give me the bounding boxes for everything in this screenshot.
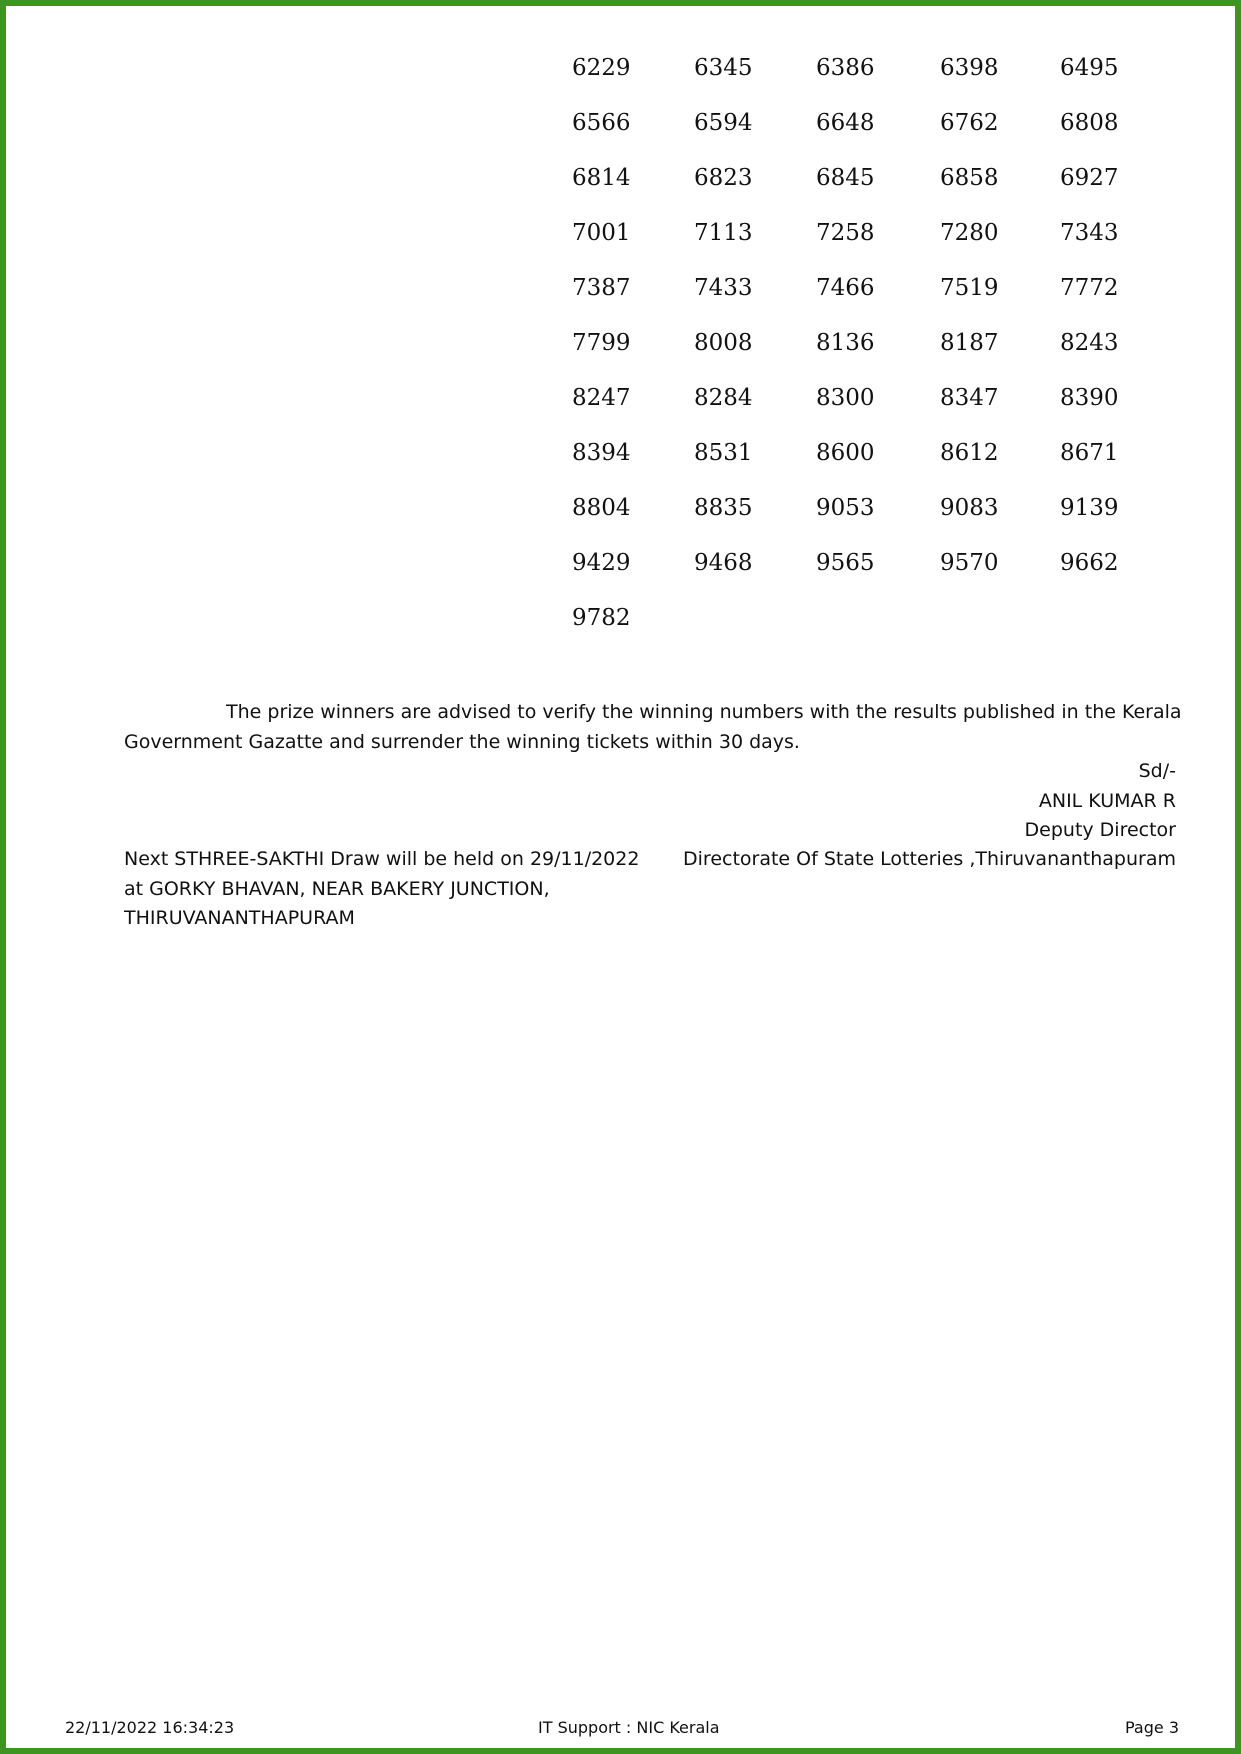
winning-number: 6386 — [816, 55, 875, 81]
number-row — [572, 273, 1132, 328]
number-row — [572, 53, 1132, 108]
winning-number: 6814 — [572, 165, 631, 191]
number-row — [572, 108, 1132, 163]
advisory-paragraph — [124, 698, 1184, 757]
footer-support: IT Support : NIC Kerala — [538, 1718, 720, 1737]
footer-page-number: Page 3 — [1125, 1718, 1179, 1737]
winning-number: 9139 — [1060, 495, 1119, 521]
winning-number: 7001 — [572, 220, 631, 246]
number-row — [572, 493, 1132, 548]
winning-number: 7433 — [694, 275, 753, 301]
winning-number: 8804 — [572, 495, 631, 521]
signatory-designation: Deputy Director — [1024, 819, 1176, 841]
directorate-office: Directorate Of State Lotteries ,Thiruvananthapuram — [683, 848, 1176, 870]
number-row — [572, 383, 1132, 438]
winning-number: 8136 — [816, 330, 875, 356]
number-row — [572, 218, 1132, 273]
winning-number: 6648 — [816, 110, 875, 136]
winning-number: 9429 — [572, 550, 631, 576]
winning-number: 6345 — [694, 55, 753, 81]
footer-timestamp: 22/11/2022 16:34:23 — [65, 1718, 235, 1737]
winning-number: 7466 — [816, 275, 875, 301]
number-row — [572, 328, 1132, 383]
winning-number: 9468 — [694, 550, 753, 576]
advisory-text: The prize winners are advised to verify the winning numbers with the results published in the Kerala Government Gazatte and surrender the winning tickets within 30 days. — [124, 701, 1182, 753]
winning-number: 8243 — [1060, 330, 1119, 356]
winning-number: 8531 — [694, 440, 753, 466]
winning-number: 6845 — [816, 165, 875, 191]
winning-number: 8300 — [816, 385, 875, 411]
winning-number: 6808 — [1060, 110, 1119, 136]
winning-number: 9782 — [572, 605, 631, 631]
winning-number: 8835 — [694, 495, 753, 521]
winning-number: 7519 — [940, 275, 999, 301]
winning-number: 8671 — [1060, 440, 1119, 466]
winning-number: 9565 — [816, 550, 875, 576]
winning-numbers-grid — [572, 53, 1132, 658]
winning-number: 7280 — [940, 220, 999, 246]
winning-number: 7258 — [816, 220, 875, 246]
winning-number: 6927 — [1060, 165, 1119, 191]
winning-number: 8247 — [572, 385, 631, 411]
winning-number: 8612 — [940, 440, 999, 466]
next-draw-line-1: Next STHREE-SAKTHI Draw will be held on 29/11/2022 — [124, 848, 640, 870]
winning-number: 8394 — [572, 440, 631, 466]
winning-number: 8187 — [940, 330, 999, 356]
signatory-name: ANIL KUMAR R — [1038, 789, 1176, 812]
number-row — [572, 603, 1132, 658]
winning-number: 6858 — [940, 165, 999, 191]
winning-number: 7343 — [1060, 220, 1119, 246]
winning-number: 8284 — [694, 385, 753, 411]
winning-number: 8347 — [940, 385, 999, 411]
signature-block — [476, 757, 1176, 846]
winning-number: 8008 — [694, 330, 753, 356]
next-draw-info — [124, 845, 684, 934]
winning-number: 6594 — [694, 110, 753, 136]
signature-sd: Sd/- — [1138, 760, 1176, 782]
winning-number: 6229 — [572, 55, 631, 81]
winning-number: 6823 — [694, 165, 753, 191]
winning-number: 8600 — [816, 440, 875, 466]
winning-number: 6762 — [940, 110, 999, 136]
winning-number: 9053 — [816, 495, 875, 521]
winning-number: 7387 — [572, 275, 631, 301]
winning-number: 6566 — [572, 110, 631, 136]
next-draw-line-3: THIRUVANANTHAPURAM — [124, 907, 355, 929]
winning-number: 9083 — [940, 495, 999, 521]
number-row — [572, 548, 1132, 603]
number-row — [572, 163, 1132, 218]
winning-number: 6495 — [1060, 55, 1119, 81]
winning-number: 8390 — [1060, 385, 1119, 411]
winning-number: 9570 — [940, 550, 999, 576]
winning-number: 6398 — [940, 55, 999, 81]
number-row — [572, 438, 1132, 493]
winning-number: 7799 — [572, 330, 631, 356]
winning-number: 7113 — [694, 220, 753, 246]
next-draw-line-2: at GORKY BHAVAN, NEAR BAKERY JUNCTION, — [124, 877, 550, 900]
winning-number: 7772 — [1060, 275, 1119, 301]
winning-number: 9662 — [1060, 550, 1119, 576]
